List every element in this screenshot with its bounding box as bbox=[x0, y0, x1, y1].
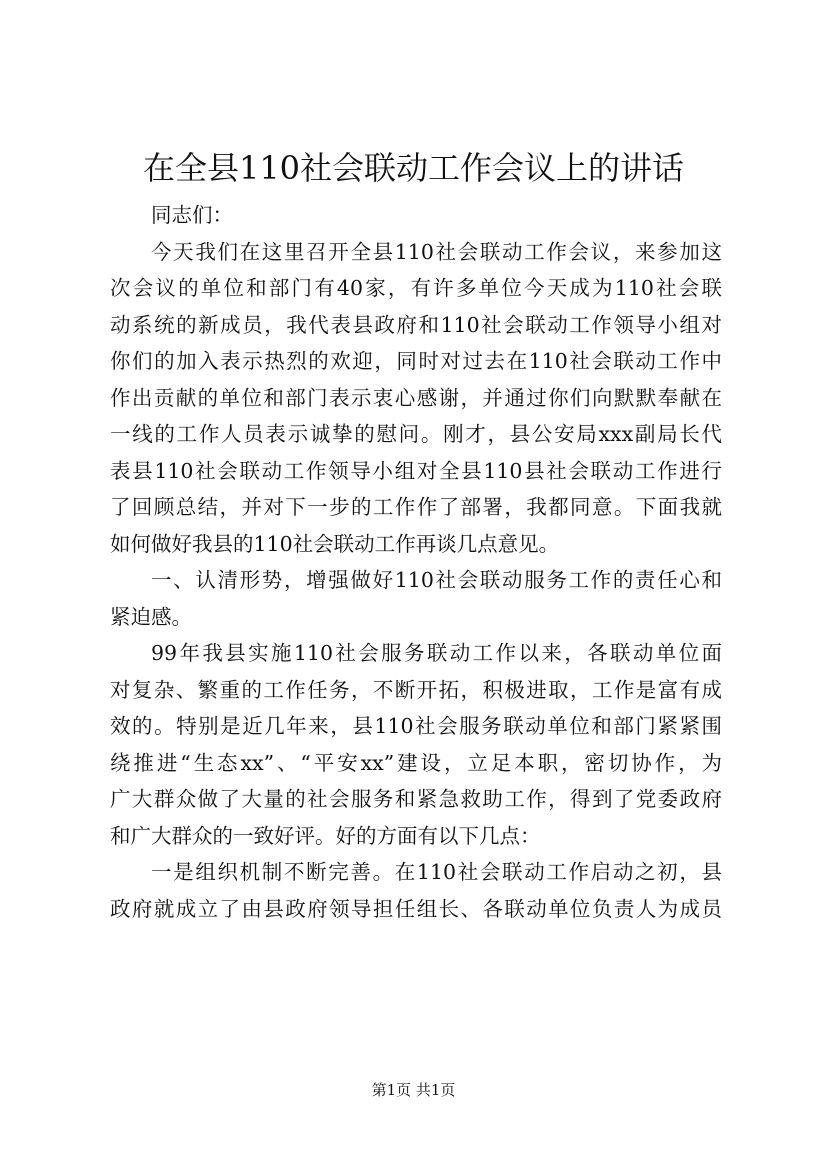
paragraph-line: 次会议的单位和部门有40家，有许多单位今天成为110社会联 bbox=[110, 276, 722, 300]
document-body bbox=[110, 197, 722, 927]
paragraph-line: 99年我县实施110社会服务联动工作以来，各联动单位面 bbox=[151, 641, 722, 665]
paragraph-line: 对复杂、繁重的工作任务，不断开拓，积极进取，工作是富有成 bbox=[110, 677, 722, 702]
paragraph-line: 动系统的新成员，我代表县政府和110社会联动工作领导小组对 bbox=[110, 312, 722, 337]
section-heading-line: 一、认清形势，增强做好110社会联动服务工作的责任心和 bbox=[151, 568, 722, 592]
salutation-line: 同志们： bbox=[151, 203, 233, 227]
paragraph-line: 一线的工作人员表示诚挚的慰问。刚才，县公安局xxx副局长代 bbox=[110, 422, 722, 446]
paragraph-line: 广大群众做了大量的社会服务和紧急救助工作，得到了党委政府 bbox=[110, 787, 722, 811]
paragraph-line: 绕推进“生态xx”、“平安xx”建设，立足本职，密切协作，为 bbox=[110, 750, 722, 775]
paragraph-line: 了回顾总结，并对下一步的工作作了部署，我都同意。下面我就 bbox=[110, 495, 722, 519]
paragraph-line: 今天我们在这里召开全县110社会联动工作会议，来参加这 bbox=[151, 239, 722, 264]
section-heading-line: 紧迫感。 bbox=[110, 604, 192, 629]
paragraph-line: 效的。特别是近几年来，县110社会服务联动单位和部门紧紧围 bbox=[110, 714, 722, 738]
paragraph-line: 表县110社会联动工作领导小组对全县110县社会联动工作进行 bbox=[110, 458, 722, 483]
paragraph-line: 如何做好我县的110社会联动工作再谈几点意见。 bbox=[110, 531, 560, 556]
paragraph-line: 作出贡献的单位和部门表示衷心感谢，并通过你们向默默奉献在 bbox=[110, 385, 722, 410]
paragraph-line: 政府就成立了由县政府领导担任组长、各联动单位负责人为成员 bbox=[110, 896, 722, 921]
paragraph-line: 和广大群众的一致好评。好的方面有以下几点： bbox=[110, 823, 541, 848]
paragraph-line: 你们的加入表示热烈的欢迎，同时对过去在110社会联动工作中 bbox=[110, 349, 722, 373]
document-title: 在全县110社会联动工作会议上的讲话 bbox=[142, 149, 685, 187]
page-footer: 第1页 共1页 bbox=[371, 1081, 456, 1099]
paragraph-line: 一是组织机制不断完善。在110社会联动工作启动之初，县 bbox=[151, 860, 722, 884]
